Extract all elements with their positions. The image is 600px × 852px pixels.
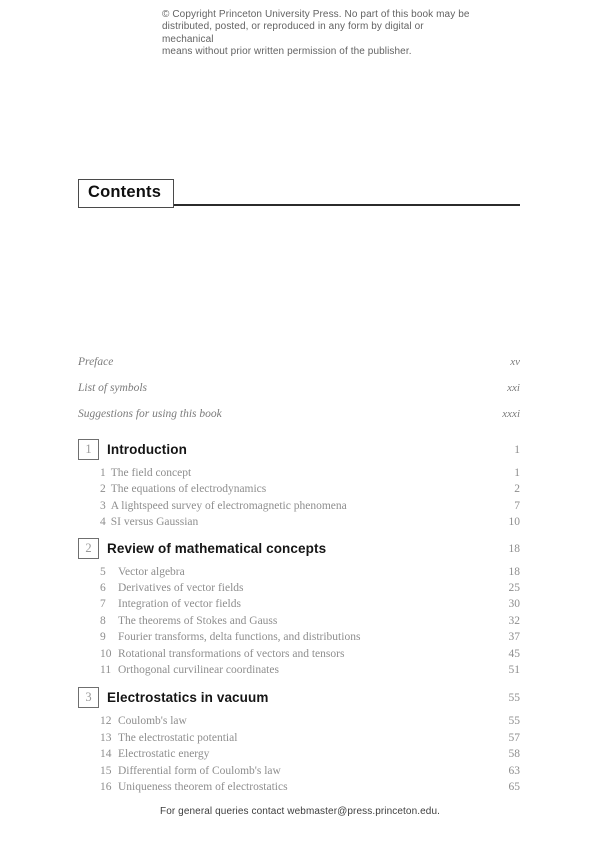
section-page: 32 — [508, 614, 520, 627]
section-title: The field concept — [110, 467, 192, 479]
section-page: 63 — [508, 764, 520, 777]
section-number: 5 — [100, 565, 106, 578]
copyright-line: means without prior written permission of the publisher. — [162, 46, 412, 58]
front-matter-title: Suggestions for using this book — [78, 408, 222, 420]
table-of-contents — [78, 356, 520, 796]
front-matter-page: xxxi — [502, 408, 520, 420]
section-page: 1 — [514, 467, 520, 479]
section-number: 3 — [100, 499, 106, 512]
section-number: 9 — [100, 631, 106, 644]
chapter-title: Introduction — [107, 442, 187, 457]
section-number: 10 — [100, 647, 112, 660]
section-page: 30 — [508, 598, 520, 611]
section-title: Uniqueness theorem of electrostatics — [118, 781, 288, 794]
section-page: 58 — [508, 748, 520, 761]
section-row — [100, 746, 520, 762]
front-matter-page: xv — [510, 356, 520, 368]
front-matter-row — [78, 408, 520, 434]
chapter-page: 1 — [514, 444, 520, 456]
footer-note: For general queries contact webmaster@press.princeton.edu. — [160, 806, 440, 817]
section-page: 51 — [508, 664, 520, 677]
section-page: 2 — [514, 483, 520, 496]
section-row — [100, 613, 520, 629]
section-number: 11 — [100, 664, 112, 677]
copyright-line: © Copyright Princeton University Press. No part of this book may be — [162, 9, 470, 20]
section-page: 57 — [508, 731, 520, 744]
copyright-notice — [162, 9, 472, 59]
section-number: 14 — [100, 748, 112, 761]
chapter-block — [78, 687, 520, 795]
section-title: Electrostatic energy — [118, 748, 210, 761]
section-page: 37 — [508, 631, 520, 644]
section-title: The theorems of Stokes and Gauss — [118, 614, 278, 627]
section-title: Orthogonal curvilinear coordinates — [118, 664, 279, 677]
section-row — [100, 514, 520, 530]
chapter-number-box — [78, 439, 99, 460]
front-matter-page: xxi — [507, 382, 520, 394]
section-title: Rotational transformations of vectors and tensors — [118, 647, 345, 660]
section-row — [100, 646, 520, 662]
chapter-number: 1 — [85, 442, 92, 456]
section-number: 7 — [100, 598, 106, 611]
section-page: 25 — [508, 582, 520, 595]
chapter-number: 3 — [85, 690, 92, 705]
section-title: Differential form of Coulomb's law — [118, 764, 281, 777]
chapter-header — [78, 687, 520, 710]
chapter-number-box — [78, 687, 99, 708]
section-list — [78, 713, 520, 795]
chapter-header — [78, 538, 520, 561]
section-row — [100, 763, 520, 779]
section-title: The electrostatic potential — [118, 731, 238, 744]
copyright-line: distributed, posted, or reproduced in any form by digital or mechanical — [162, 21, 424, 45]
section-page: 55 — [508, 715, 520, 728]
section-title: Fourier transforms, delta functions, and distributions — [118, 631, 361, 644]
chapter-number: 2 — [85, 540, 92, 555]
section-number: 13 — [100, 731, 112, 744]
section-page: 45 — [508, 647, 520, 660]
chapter-block — [78, 538, 520, 679]
section-number: 8 — [100, 614, 106, 627]
section-row — [100, 481, 520, 497]
section-row — [100, 580, 520, 596]
section-title: SI versus Gaussian — [110, 516, 199, 529]
section-number: 4 — [100, 516, 106, 529]
page-title: Contents — [78, 179, 174, 208]
section-page: 7 — [514, 499, 520, 512]
section-number: 16 — [100, 781, 112, 794]
section-row — [100, 779, 520, 795]
chapter-header — [78, 439, 520, 462]
section-list — [78, 465, 520, 531]
section-row — [100, 662, 520, 678]
section-title: The equations of electrodynamics — [110, 483, 267, 496]
section-page: 65 — [508, 781, 520, 794]
section-row — [100, 498, 520, 514]
section-row — [100, 629, 520, 645]
section-row — [100, 713, 520, 729]
chapter-page: 55 — [508, 692, 520, 705]
section-page: 10 — [508, 516, 520, 529]
front-matter-title: Preface — [78, 356, 114, 368]
section-row — [100, 465, 520, 481]
section-list — [78, 564, 520, 679]
section-title: Integration of vector fields — [118, 598, 241, 611]
chapter-number-box — [78, 538, 99, 559]
front-matter-title: List of symbols — [78, 382, 148, 394]
section-row — [100, 596, 520, 612]
section-title: Derivatives of vector fields — [118, 582, 244, 595]
section-row — [100, 730, 520, 746]
section-number: 12 — [100, 715, 112, 728]
chapter-title: Review of mathematical concepts — [107, 540, 327, 556]
section-title: A lightspeed survey of electromagnetic phenomena — [110, 499, 347, 512]
section-number: 15 — [100, 764, 112, 777]
section-number: 6 — [100, 582, 106, 595]
section-page: 18 — [508, 565, 520, 578]
front-matter-row — [78, 356, 520, 382]
chapter-block — [78, 439, 520, 531]
section-title: Vector algebra — [118, 565, 185, 578]
front-matter-row — [78, 382, 520, 408]
section-number: 1 — [100, 467, 106, 479]
chapter-title: Electrostatics in vacuum — [107, 690, 269, 706]
section-row — [100, 564, 520, 580]
chapter-page: 18 — [508, 542, 520, 555]
section-number: 2 — [100, 483, 106, 496]
section-title: Coulomb's law — [118, 715, 187, 728]
